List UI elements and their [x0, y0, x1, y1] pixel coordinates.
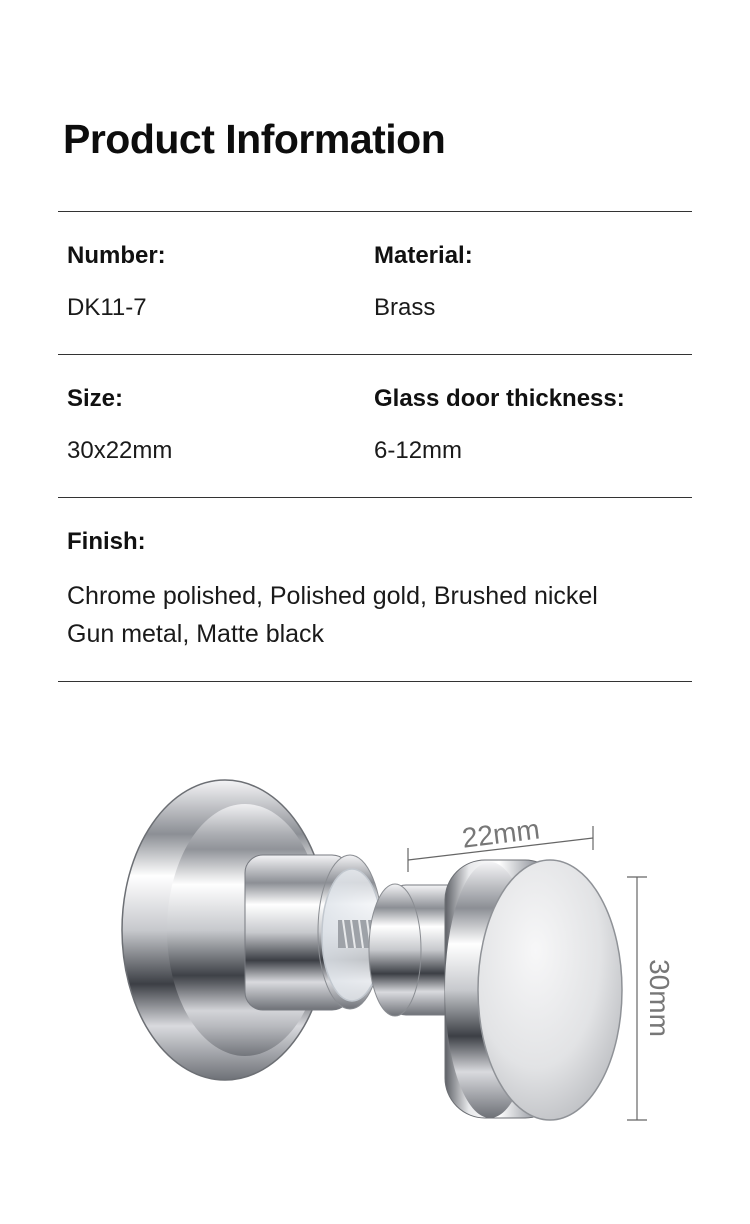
glass-thickness-label: Glass door thickness:: [374, 385, 625, 412]
page-title: Product Information: [63, 116, 446, 162]
material-value: Brass: [374, 294, 436, 321]
product-image: [0, 740, 750, 1180]
divider: [58, 354, 692, 355]
material-label: Material:: [374, 242, 473, 269]
finish-line: Gun metal, Matte black: [67, 620, 325, 648]
width-dimension-label: 22mm: [460, 813, 542, 854]
finish-value: [67, 577, 598, 653]
size-value: 30x22mm: [67, 437, 173, 464]
number-value: DK11-7: [67, 294, 147, 321]
finish-line: Chrome polished, Polished gold, Brushed nickel: [67, 582, 598, 610]
divider: [58, 681, 692, 682]
height-dimension-label: 30mm: [644, 959, 675, 1037]
finish-label: Finish:: [67, 528, 146, 555]
glass-thickness-value: 6-12mm: [374, 437, 463, 464]
size-label: Size:: [67, 385, 124, 412]
divider: [58, 211, 692, 212]
divider: [58, 497, 692, 498]
number-label: Number:: [67, 242, 166, 269]
